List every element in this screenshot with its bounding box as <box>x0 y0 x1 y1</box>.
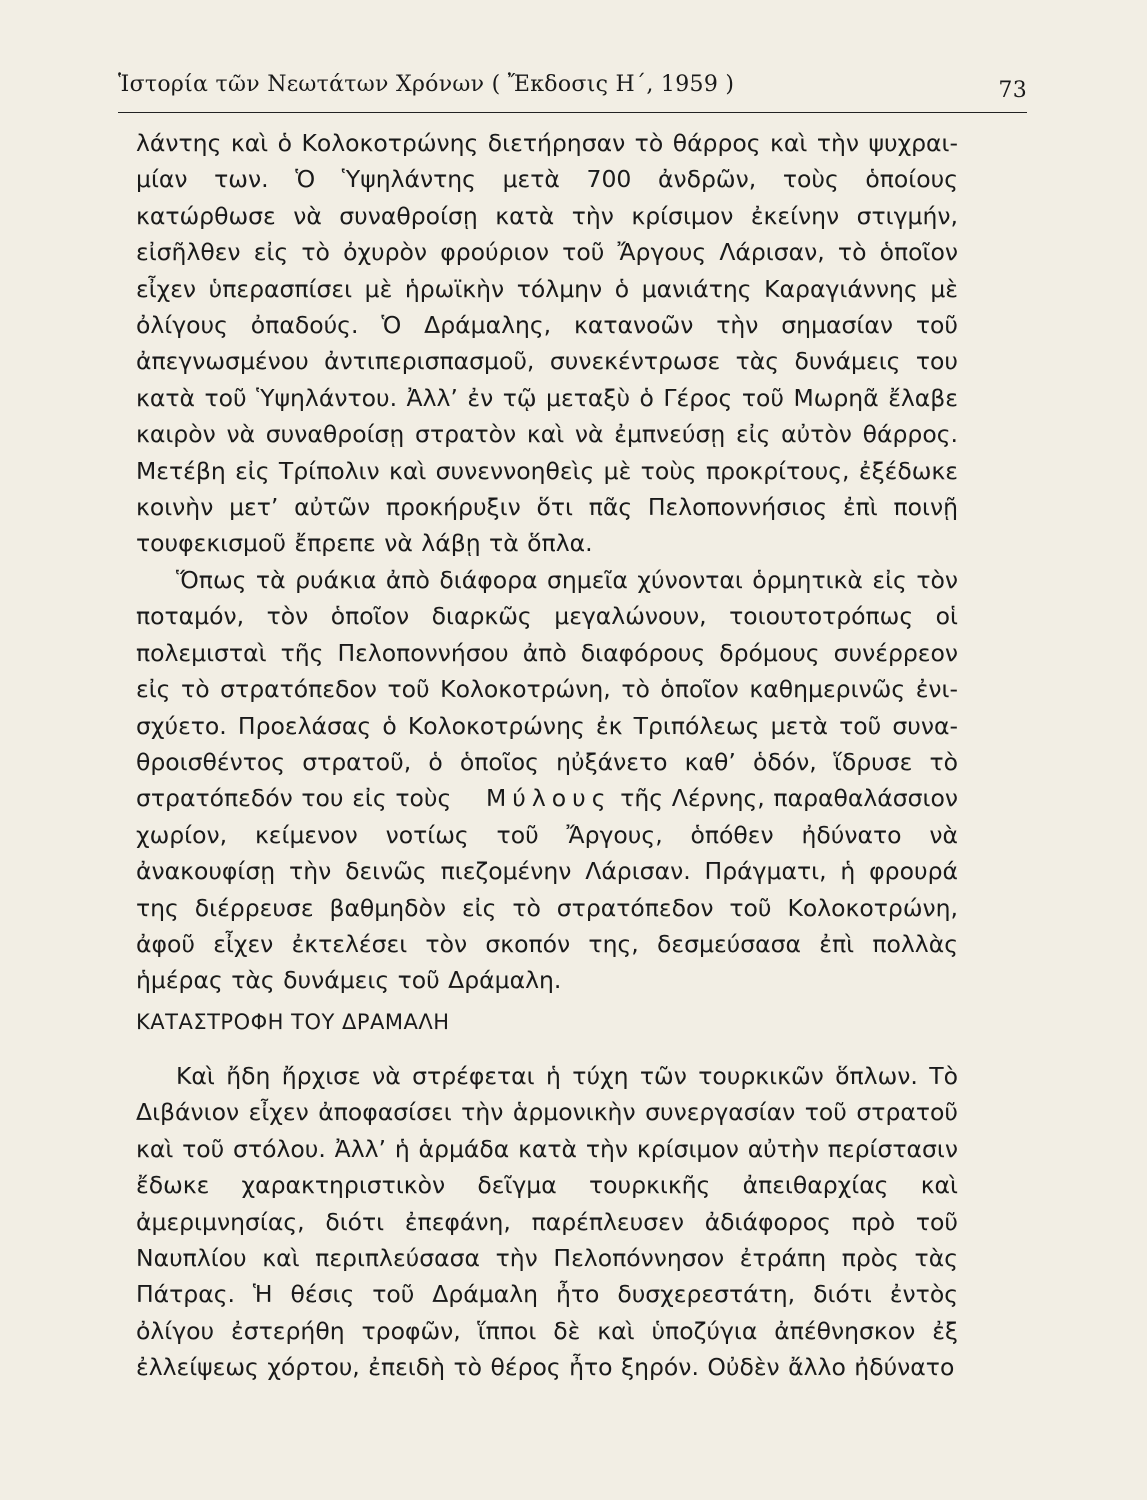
section-heading: ΚΑΤΑΣΤΡΟΦΗ ΤΟΥ ΔΡΑΜΑΛΗ <box>136 1010 450 1034</box>
paragraph-2 <box>136 562 958 999</box>
paragraph-1 <box>136 125 958 562</box>
section-text <box>136 1058 958 1386</box>
header-rule <box>118 112 1027 113</box>
paragraph-1-text: λάντης καὶ ὁ Κολοκοτρώνης διετήρησαν τὸ θάρρος καὶ τὴν ψυχραιμίαν των. Ὁ Ὑψηλάντης μετὰ 700 ἀνδρῶν, τοὺς ὁποίους κατώρθωσε νὰ συναθροίσῃ κατὰ τὴν κρίσιμον ἐκείνην στιγμήν, εἰσῆλθεν εἰς τὸ ὀχυρὸν φρούριον τοῦ Ἄργους Λάρισαν, τὸ ὁποῖον εἶχεν ὑπερασπίσει μὲ ἡρωϊκὴν τόλμην ὁ μανιάτης Καραγιάννης μὲ ὀλίγους ὀπαδούς. Ὁ Δράμαλης, κατανοῶν τὴν σημασίαν τοῦ ἀπεγνωσμένου ἀντιπερισπασμοῦ, συνεκέντρωσε τὰς δυνάμεις του κατὰ τοῦ Ὑψηλάντου. Ἀλλ’ ἐν τῷ μεταξὺ ὁ Γέρος τοῦ Μωρηᾶ ἔλαβε καιρὸν νὰ συναθροίσῃ στρατὸν καὶ νὰ ἐμπνεύσῃ εἰς αὐτὸν θάρρος. Μετέβη εἰς Τρίπολιν καὶ συνεννοηθεὶς μὲ τοὺς προκρίτους, ἐξέδωκε κοινὴν μετ’ αὐτῶν προκήρυξιν ὅτι πᾶς Πελοποννήσιος ἐπὶ ποινῇ τουφεκισμοῦ ἔπρεπε νὰ λάβῃ τὰ ὅπλα. <box>136 129 958 558</box>
page-number: 73 <box>998 78 1027 103</box>
paragraph-2-text-before: Ὅπως τὰ ρυάκια ἀπὸ διάφορα σημεῖα χύνονται ὁρμητικὰ εἰς τὸν ποταμόν, τὸν ὁποῖον διαρκῶς μεγαλώνουν, τοιουτοτρόπως οἱ πολεμισταὶ τῆς Πελοποννήσου ἀπὸ διαφόρους δρόμους συνέρρεον εἰς τὸ στρατόπεδον τοῦ Κολοκοτρώνη, τὸ ὁποῖον καθημερινῶς ἐνισχύετο. Προελάσας ὁ Κολοκοτρώνης ἐκ Τριπόλεως μετὰ τοῦ συναθροισθέντος στρατοῦ, ὁ ὁποῖος ηὐξάνετο καθ’ ὁδόν, ἵδρυσε τὸ στρατόπεδόν του εἰς τοὺς <box>136 565 958 813</box>
page-header <box>118 72 1027 112</box>
spaced-emphasis: Μύλους <box>486 784 612 813</box>
main-text <box>136 125 958 999</box>
running-title: Ἱστορία τῶν Νεωτάτων Χρόνων ( Ἔκδοσις Η΄, 1959 ) <box>118 72 735 97</box>
paragraph-2-text-after: τῆς Λέρνης, παραθαλάσσιον χωρίον, κείμενον νοτίως τοῦ Ἄργους, ὁπόθεν ἠδύνατο νὰ ἀνακουφίσῃ τὴν δεινῶς πιεζομένην Λάρισαν. Πράγματι, ἡ φρουρά της διέρρευσε βαθμηδὸν εἰς τὸ στρατόπεδον τοῦ Κολοκοτρώνη, ἀφοῦ εἶχεν ἐκτελέσει τὸν σκοπόν της, δεσμεύσασα ἐπὶ πολλὰς ἡμέρας τὰς δυνάμεις τοῦ Δράμαλη. <box>136 784 958 995</box>
section-paragraph: Καὶ ἤδη ἤρχισε νὰ στρέφεται ἡ τύχη τῶν τουρκικῶν ὅπλων. Τὸ Διβάνιον εἶχεν ἀποφασίσει τὴν ἁρμονικὴν συνεργασίαν τοῦ στρατοῦ καὶ τοῦ στόλου. Ἀλλ’ ἡ ἁρμάδα κατὰ τὴν κρίσιμον αὐτὴν περίστασιν ἔδωκε χαρακτηριστικὸν δεῖγμα τουρκικῆς ἀπειθαρχίας καὶ ἀμεριμνησίας, διότι ἐπεφάνη, παρέπλευσεν ἀδιάφορος πρὸ τοῦ Ναυπλίου καὶ περιπλεύσασα τὴν Πελοπόννησον ἐτράπη πρὸς τὰς Πάτρας. Ἡ θέσις τοῦ Δράμαλη ἦτο δυσχερεστάτη, διότι ἐντὸς ὀλίγου ἐστερήθη τροφῶν, ἵπποι δὲ καὶ ὑποζύγια ἀπέθνησκον ἐξ ἐλλείψεως χόρτου, ἐπειδὴ τὸ θέρος ἦτο ξηρόν. Οὐδὲν ἄλλο ἠδύνατο <box>136 1062 958 1382</box>
